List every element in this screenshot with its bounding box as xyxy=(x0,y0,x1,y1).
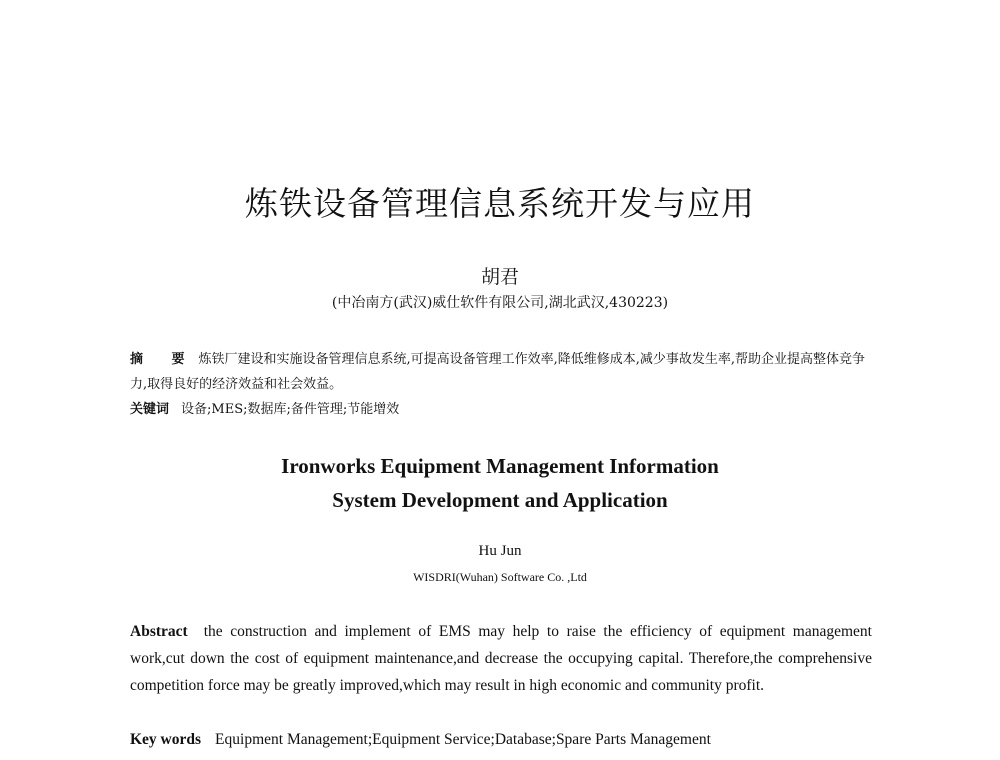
chinese-keywords-text: 设备;MES;数据库;备件管理;节能增效 xyxy=(181,402,400,417)
chinese-abstract-text: 炼铁厂建设和实施设备管理信息系统,可提高设备管理工作效率,降低维修成本,减少事故发生率,帮助企业提高整体竞争力,取得良好的经济效益和社会效益。 xyxy=(130,352,866,392)
english-title-line-2: System Development and Application xyxy=(332,488,668,512)
english-abstract xyxy=(130,618,872,699)
chinese-abstract-label: 摘 要 xyxy=(130,352,197,367)
english-keywords-label: Key words xyxy=(130,731,202,748)
english-affiliation: WISDRI(Wuhan) Software Co. ,Ltd xyxy=(413,570,587,584)
chinese-keywords xyxy=(130,399,870,421)
chinese-keywords-label: 关键词 xyxy=(130,402,170,417)
english-title xyxy=(0,449,1000,517)
english-author: Hu Jun xyxy=(478,543,522,559)
english-abstract-label: Abstract xyxy=(130,623,188,640)
chinese-affiliation: (中冶南方(武汉)威仕软件有限公司,湖北武汉,430223) xyxy=(331,295,669,311)
english-keywords xyxy=(130,728,872,752)
english-title-line-1: Ironworks Equipment Management Information xyxy=(281,454,719,478)
english-abstract-text: the construction and implement of EMS may help to raise the efficiency of equipment management work,cut down the cost of equipment maintenance,and decrease the occupying capital. Therefore,the comprehensive competition force may be greatly improved,which may result in high economic and community profit. xyxy=(130,623,872,694)
chinese-author: 胡君 xyxy=(480,266,519,288)
chinese-title: 炼铁设备管理信息系统开发与应用 xyxy=(245,184,755,223)
english-keywords-text: Equipment Management;Equipment Service;Database;Spare Parts Management xyxy=(215,731,711,748)
chinese-abstract xyxy=(130,347,870,397)
